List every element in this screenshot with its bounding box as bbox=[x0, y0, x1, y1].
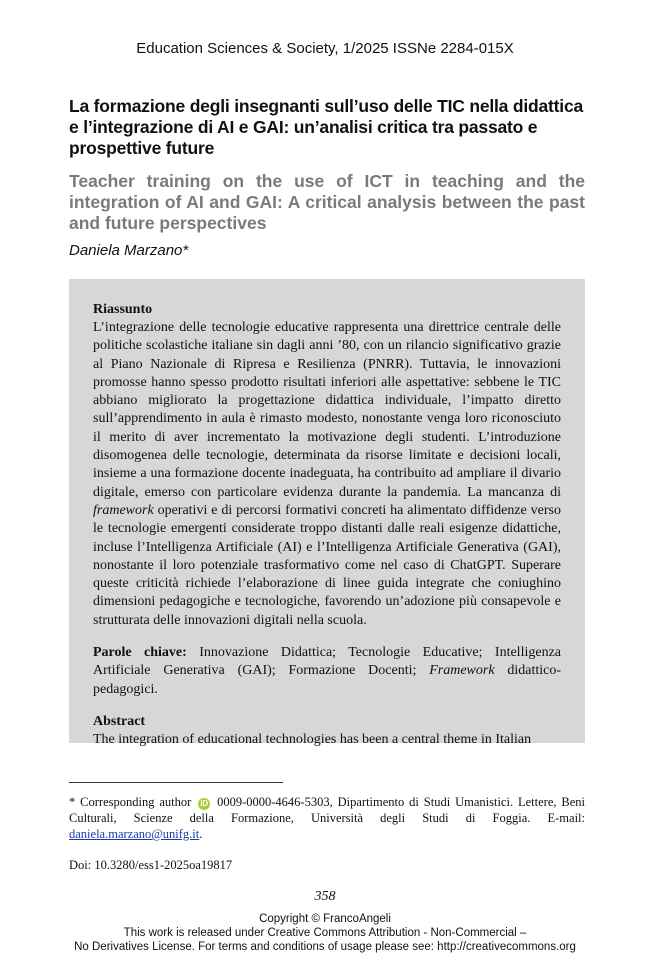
orcid-icon[interactable]: iD bbox=[200, 799, 209, 808]
footnote: * Corresponding author iD 0009-0000-4646-5303, Dipartimento di Studi Umanistici. Lettere, Beni Culturali, Scienze della Formazione, Università degli Studi di Foggia. E-mail: daniela.marzano@unifg.it. bbox=[69, 795, 586, 841]
doi: Doi: 10.3280/ess1-2025oa19817 bbox=[69, 858, 233, 872]
copyright-line: Copyright © FrancoAngeli bbox=[259, 913, 391, 925]
author-name: Daniela Marzano* bbox=[69, 242, 189, 259]
article-title-english: Teacher training on the use of ICT in teaching and the integration of AI and GAI: A critical analysis between the past and future perspectives bbox=[69, 171, 585, 233]
keywords: Parole chiave: Innovazione Didattica; Tecnologie Educative; Intelligenza Artificiale Generativa (GAI); Formazione Docenti; Framework didattico-pedagogici. bbox=[93, 645, 561, 697]
email-link[interactable]: daniela.marzano@unifg.it bbox=[69, 827, 200, 841]
abstract-box bbox=[69, 279, 585, 747]
license-url-line: No Derivatives License. For terms and conditions of usage please see: http://creativecommons.org bbox=[74, 941, 576, 953]
license-notice bbox=[0, 912, 650, 954]
page-number: 358 bbox=[314, 889, 336, 904]
riassunto-heading: Riassunto bbox=[93, 302, 153, 317]
article-title-italian: La formazione degli insegnanti sull’uso delle TIC nella didattica e l’integrazione di AI e GAI: un’analisi critica tra passato e prospettive future bbox=[69, 96, 584, 158]
abstract-text: The integration of educational technologies has been a central theme in Italian bbox=[93, 731, 532, 747]
keywords-label: Parole chiave: bbox=[93, 645, 187, 661]
footnote-divider bbox=[69, 782, 283, 783]
running-header: Education Sciences & Society, 1/2025 ISSNe 2284-015X bbox=[136, 40, 514, 57]
riassunto-text: L’integrazione delle tecnologie educative rappresenta una direttrice centrale delle politiche scolastiche italiane sin dagli anni ’80, con un rilancio significativo grazie al Piano Nazionale di Ripresa e Resilienza (PNRR). Tuttavia, le innovazioni promosse hanno spesso prodotto risultati inferiori alle aspettative: sebbene le TIC abbiano migliorato la progettazione didattica individuale, l’impatto diretto sull’apprendimento in aula è rimasto modesto, nonostante venga loro riconosciuto il merito di aver incrementato la motivazione degli studenti. L’introduzione disomogenea delle tecnologie, determinata da risorse limitate e decisioni locali, insieme a una formazione docente inadeguata, ha contribuito ad ampliare il divario digitale, emerso con particolare evidenza durante la pandemia. La mancanza di framework operativi e di percorsi formativi concreti ha alimentato diffidenze verso le tecnologie emergenti considerate troppo distanti dalle reali esigenze didattiche, incluse l’Intelligenza Artificiale (AI) e l’Intelligenza Artificiale Generativa (GAI), nonostante il loro potenziale trasformativo come nel caso di ChatGPT. Superare queste criticità richiede l’elaborazione di linee guida integrate che coniughino dimensioni pedagogiche e tecnologiche, favorendo un’adozione più consapevole e strutturata delle innovazioni digitali nella scuola. bbox=[93, 320, 561, 628]
license-line: This work is released under Creative Commons Attribution - Non-Commercial – bbox=[123, 927, 527, 939]
abstract-heading: Abstract bbox=[93, 713, 146, 729]
